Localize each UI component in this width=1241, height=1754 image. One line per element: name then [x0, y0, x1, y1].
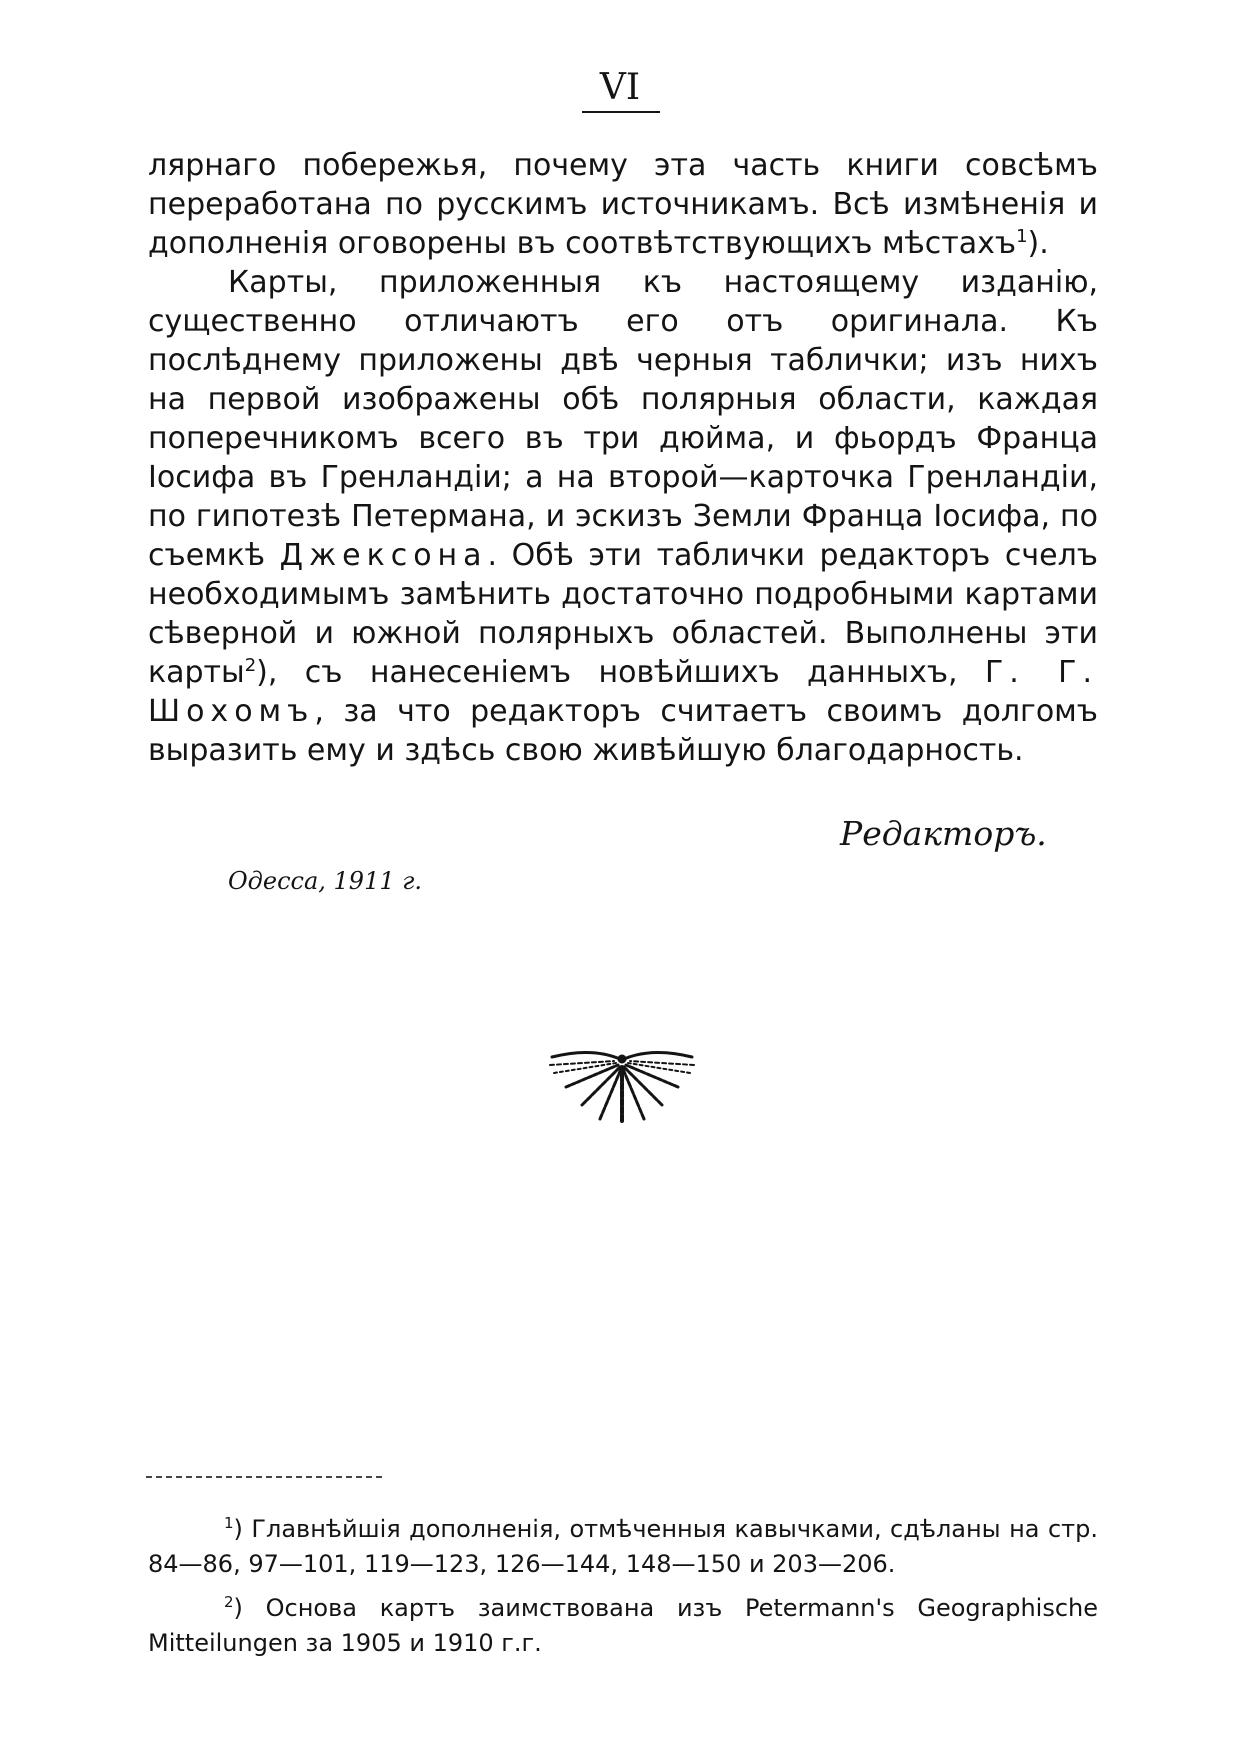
page-number: VI — [599, 67, 641, 108]
paragraph1-text: лярнаго побережья, почему эта часть книги совсѣмъ переработана по русскимъ источникамъ. Всѣ измѣненія и дополненія оговорены въ соотвѣтствующихъ мѣстахъ — [148, 148, 1098, 261]
footnote-ref-2: 2 — [244, 655, 257, 676]
footnote-2-text: ) Основа картъ заимствована изъ Petermann's Geographische Mitteilungen за 1905 и 1910 г.г. — [148, 1594, 1098, 1657]
page-number-underline — [582, 111, 660, 113]
footnote-2-marker: 2 — [224, 1593, 234, 1611]
paragraph-continuation — [148, 146, 1098, 263]
paragraph2-after-ref: ), съ нанесеніемъ новѣйшихъ данныхъ, — [256, 655, 958, 690]
decorative-fan-ornament-icon — [542, 1045, 702, 1125]
footnote-ref-1: 1 — [1016, 226, 1028, 247]
footnote-2 — [148, 1591, 1098, 1661]
footnote-separator — [146, 1476, 382, 1478]
place-date: Одесса, 1911 г. — [228, 867, 423, 895]
footnote-1-marker: 1 — [224, 1514, 234, 1532]
body-text — [148, 146, 1098, 770]
paragraph2-end: , за что редакторъ считаетъ своимъ долгомъ выразить ему и здѣсь свою живѣйшую благодарность. — [148, 694, 1098, 768]
paragraph-maps — [148, 263, 1098, 770]
footnotes — [148, 1512, 1098, 1670]
name-jackson: Джексона — [279, 538, 488, 573]
footnote-1 — [148, 1512, 1098, 1582]
author-shokh: Г. Г. Шохомъ — [148, 655, 1098, 729]
footnote-1-text: ) Главнѣйшія дополненія, отмѣченныя кавычками, сдѣланы на стр. 84—86, 97—101, 119—123, 126—144, 148—150 и 203—206. — [148, 1515, 1098, 1578]
editor-signature: Редакторъ. — [840, 814, 1047, 853]
paragraph2-text: Карты, приложенныя къ настоящему изданію, существенно отличаютъ его отъ оригинала. Къ послѣднему приложены двѣ черныя таблички; изъ нихъ на первой изображены обѣ полярныя области, каждая поперечникомъ всего въ три дюйма, и фьордъ Франца Іосифа въ Гренландіи; а на второй—карточка Гренландіи, по гипотезѣ Петермана, и эскизъ Земли Франца Іосифа, по съемкѣ — [148, 265, 1098, 573]
paragraph2-middle: . Обѣ эти таблички редакторъ счелъ необходимымъ замѣнить достаточно подробными картами сѣверной и южной полярныхъ областей. Выполнены эти карты — [148, 538, 1098, 690]
paragraph1-end: ). — [1027, 226, 1049, 261]
